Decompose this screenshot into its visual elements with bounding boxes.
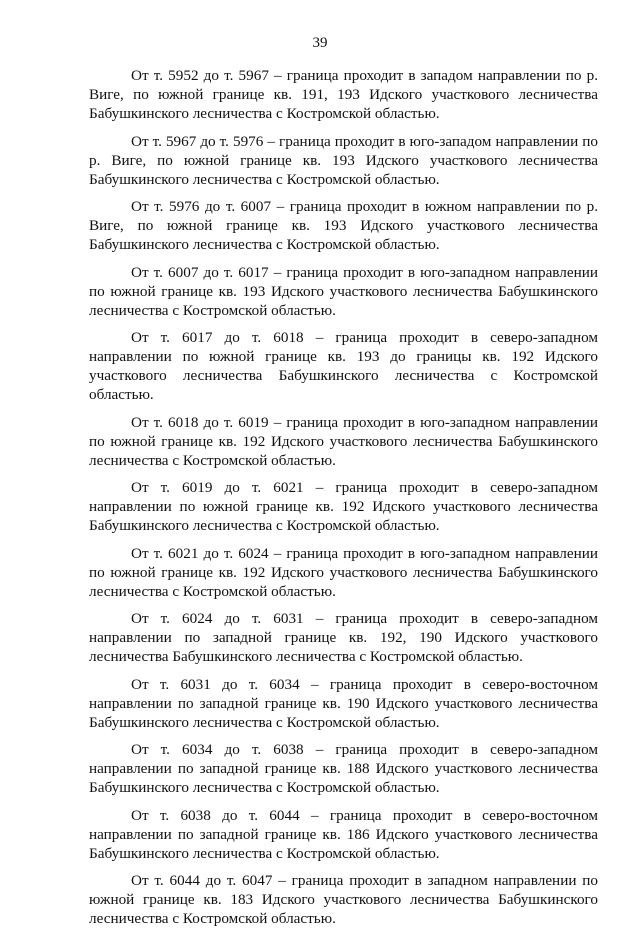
page-number: 39 xyxy=(312,35,328,51)
paragraph: От т. 5967 до т. 5976 – граница проходит в юго-западом направлении по р. Виге, по южной границе кв. 193 Идского участкового лесничества Бабушкинского лесничества с Костромской областью. xyxy=(89,132,598,188)
document-body xyxy=(89,66,598,937)
paragraph: От т. 6031 до т. 6034 – граница проходит в северо-восточном направлении по западной границе кв. 190 Идского участкового лесничества Бабушкинского лесничества с Костромской областью. xyxy=(89,675,598,731)
paragraph: От т. 6034 до т. 6038 – граница проходит в северо-западном направлении по западной границе кв. 188 Идского участкового лесничества Бабушкинского лесничества с Костромской областью. xyxy=(89,741,598,796)
paragraph: От т. 6018 до т. 6019 – граница проходит в юго-западном направлении по южной границе кв. 192 Идского участкового лесничества Бабушкинского лесничества с Костромской областью. xyxy=(89,413,598,469)
paragraph: От т. 6017 до т. 6018 – граница проходит в северо-западном направлении по южной границе кв. 193 до границы кв. 192 Идского участкового лесничества Бабушкинского лесничества с Костромской областью. xyxy=(89,329,598,403)
paragraph: От т. 6024 до т. 6031 – граница проходит в северо-западном направлении по западной границе кв. 192, 190 Идского участкового лесничества Бабушкинского лесничества с Костромской областью. xyxy=(89,610,598,665)
paragraph: От т. 6038 до т. 6044 – граница проходит в северо-восточном направлении по западной границе кв. 186 Идского участкового лесничества Бабушкинского лесничества с Костромской областью. xyxy=(89,806,598,862)
paragraph: От т. 6019 до т. 6021 – граница проходит в северо-западном направлении по южной границе кв. 192 Идского участкового лесничества Бабушкинского лесничества с Костромской областью. xyxy=(89,479,598,534)
paragraph: От т. 5976 до т. 6007 – граница проходит в южном направлении по р. Виге, по южной границе кв. 193 Идского участкового лесничества Бабушкинского лесничества с Костромской областью. xyxy=(89,198,598,253)
paragraph: От т. 5952 до т. 5967 – граница проходит в западом направлении по р. Виге, по южной границе кв. 191, 193 Идского участкового лесничества Бабушкинского лесничества с Костромской областью. xyxy=(89,67,598,122)
paragraph: От т. 6007 до т. 6017 – граница проходит в юго-западном направлении по южной границе кв. 193 Идского участкового лесничества Бабушкинского лесничества с Костромской областью. xyxy=(89,263,598,319)
paragraph: От т. 6044 до т. 6047 – граница проходит в западном направлении по южной границе кв. 183 Идского участкового лесничества Бабушкинского лесничества с Костромской областью. xyxy=(89,872,598,927)
paragraph: От т. 6021 до т. 6024 – граница проходит в юго-западном направлении по южной границе кв. 192 Идского участкового лесничества Бабушкинского лесничества с Костромской областью. xyxy=(89,544,598,600)
